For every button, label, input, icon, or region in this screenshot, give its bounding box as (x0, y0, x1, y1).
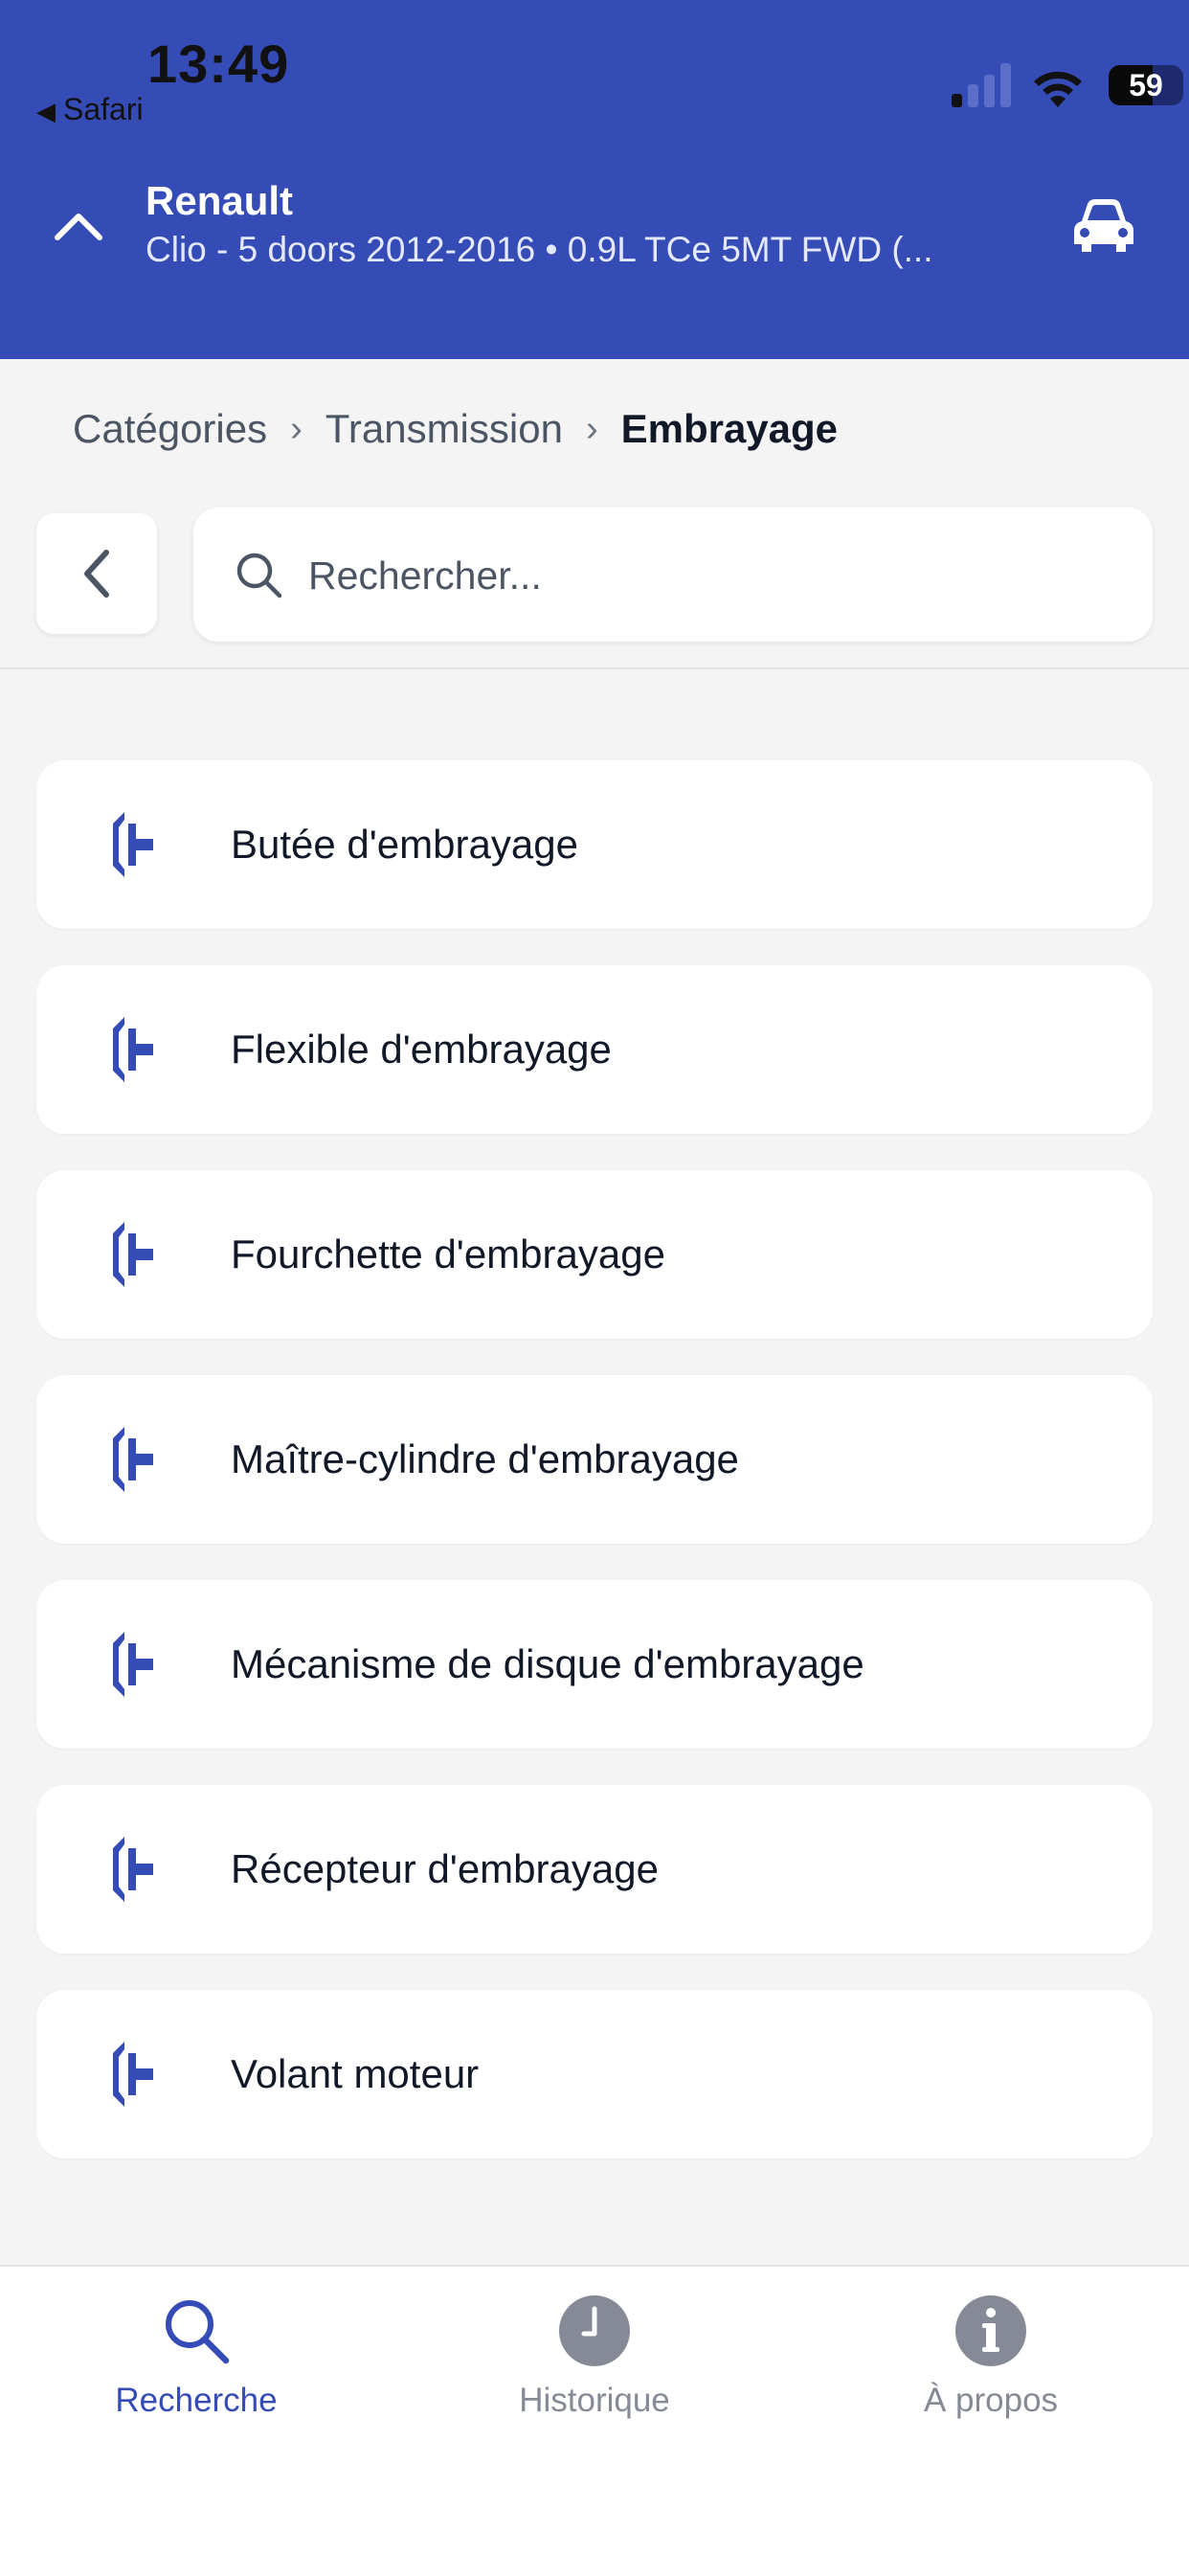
search-field[interactable] (193, 508, 1153, 642)
list-item-label: Maître-cylindre d'embrayage (231, 1436, 739, 1481)
tab-label: Historique (519, 2382, 670, 2419)
vehicle-brand[interactable]: Renault (146, 178, 294, 223)
chevron-left-icon (78, 547, 116, 600)
breadcrumb-current: Embrayage (620, 406, 839, 451)
signal-icon (952, 63, 1013, 107)
clutch-icon (100, 1421, 163, 1498)
breadcrumb-categories[interactable]: Catégories (73, 406, 268, 451)
tab-recherche[interactable] (53, 2294, 340, 2420)
list-item[interactable] (36, 965, 1153, 1134)
battery-icon (1109, 65, 1183, 105)
list-item-label: Volant moteur (231, 2051, 480, 2096)
clutch-icon (100, 1011, 163, 1088)
breadcrumb (73, 406, 838, 452)
back-button[interactable] (36, 513, 157, 634)
list-item[interactable] (36, 1375, 1153, 1544)
battery-level: 59 (1129, 68, 1163, 102)
tab-historique[interactable] (451, 2294, 738, 2420)
info-icon (953, 2294, 1028, 2368)
clock-icon (557, 2294, 632, 2368)
bottom-tab-bar (0, 2265, 1189, 2576)
search-input[interactable] (306, 536, 1114, 615)
parts-list (36, 760, 1153, 2195)
list-item[interactable] (36, 1785, 1153, 1954)
search-icon (234, 550, 283, 599)
header-divider (0, 667, 1189, 669)
clutch-icon (100, 1831, 163, 1908)
list-item-label: Récepteur d'embrayage (231, 1846, 659, 1891)
car-icon[interactable] (1072, 196, 1135, 254)
collapse-chevron-icon[interactable] (48, 201, 109, 249)
tab-label: À propos (923, 2382, 1059, 2419)
list-item-label: Mécanisme de disque d'embrayage (231, 1641, 864, 1686)
clutch-icon (100, 806, 163, 883)
list-item-label: Fourchette d'embrayage (231, 1232, 665, 1277)
clutch-icon (100, 1216, 163, 1293)
app-header (0, 0, 1189, 359)
list-item[interactable] (36, 1580, 1153, 1749)
back-triangle-icon: ◀ (36, 97, 56, 125)
list-item-label: Flexible d'embrayage (231, 1027, 612, 1072)
list-item[interactable] (36, 1990, 1153, 2158)
wifi-icon (1032, 65, 1084, 107)
breadcrumb-transmission[interactable]: Transmission (325, 406, 563, 451)
clutch-icon (100, 1626, 163, 1703)
list-item-label: Butée d'embrayage (231, 822, 578, 867)
back-to-safari-link[interactable] (36, 92, 144, 127)
search-icon (159, 2294, 234, 2368)
list-item[interactable] (36, 760, 1153, 929)
status-time: 13:49 (147, 34, 290, 94)
tab-a-propos[interactable] (847, 2294, 1134, 2420)
breadcrumb-separator: › (585, 408, 598, 449)
back-app-label: Safari (63, 92, 144, 126)
tab-label: Recherche (115, 2382, 278, 2419)
clutch-icon (100, 2036, 163, 2113)
list-item[interactable] (36, 1170, 1153, 1339)
breadcrumb-separator: › (290, 408, 303, 449)
vehicle-model[interactable]: Clio - 5 doors 2012-2016 • 0.9L TCe 5MT FWD (... (146, 230, 933, 269)
